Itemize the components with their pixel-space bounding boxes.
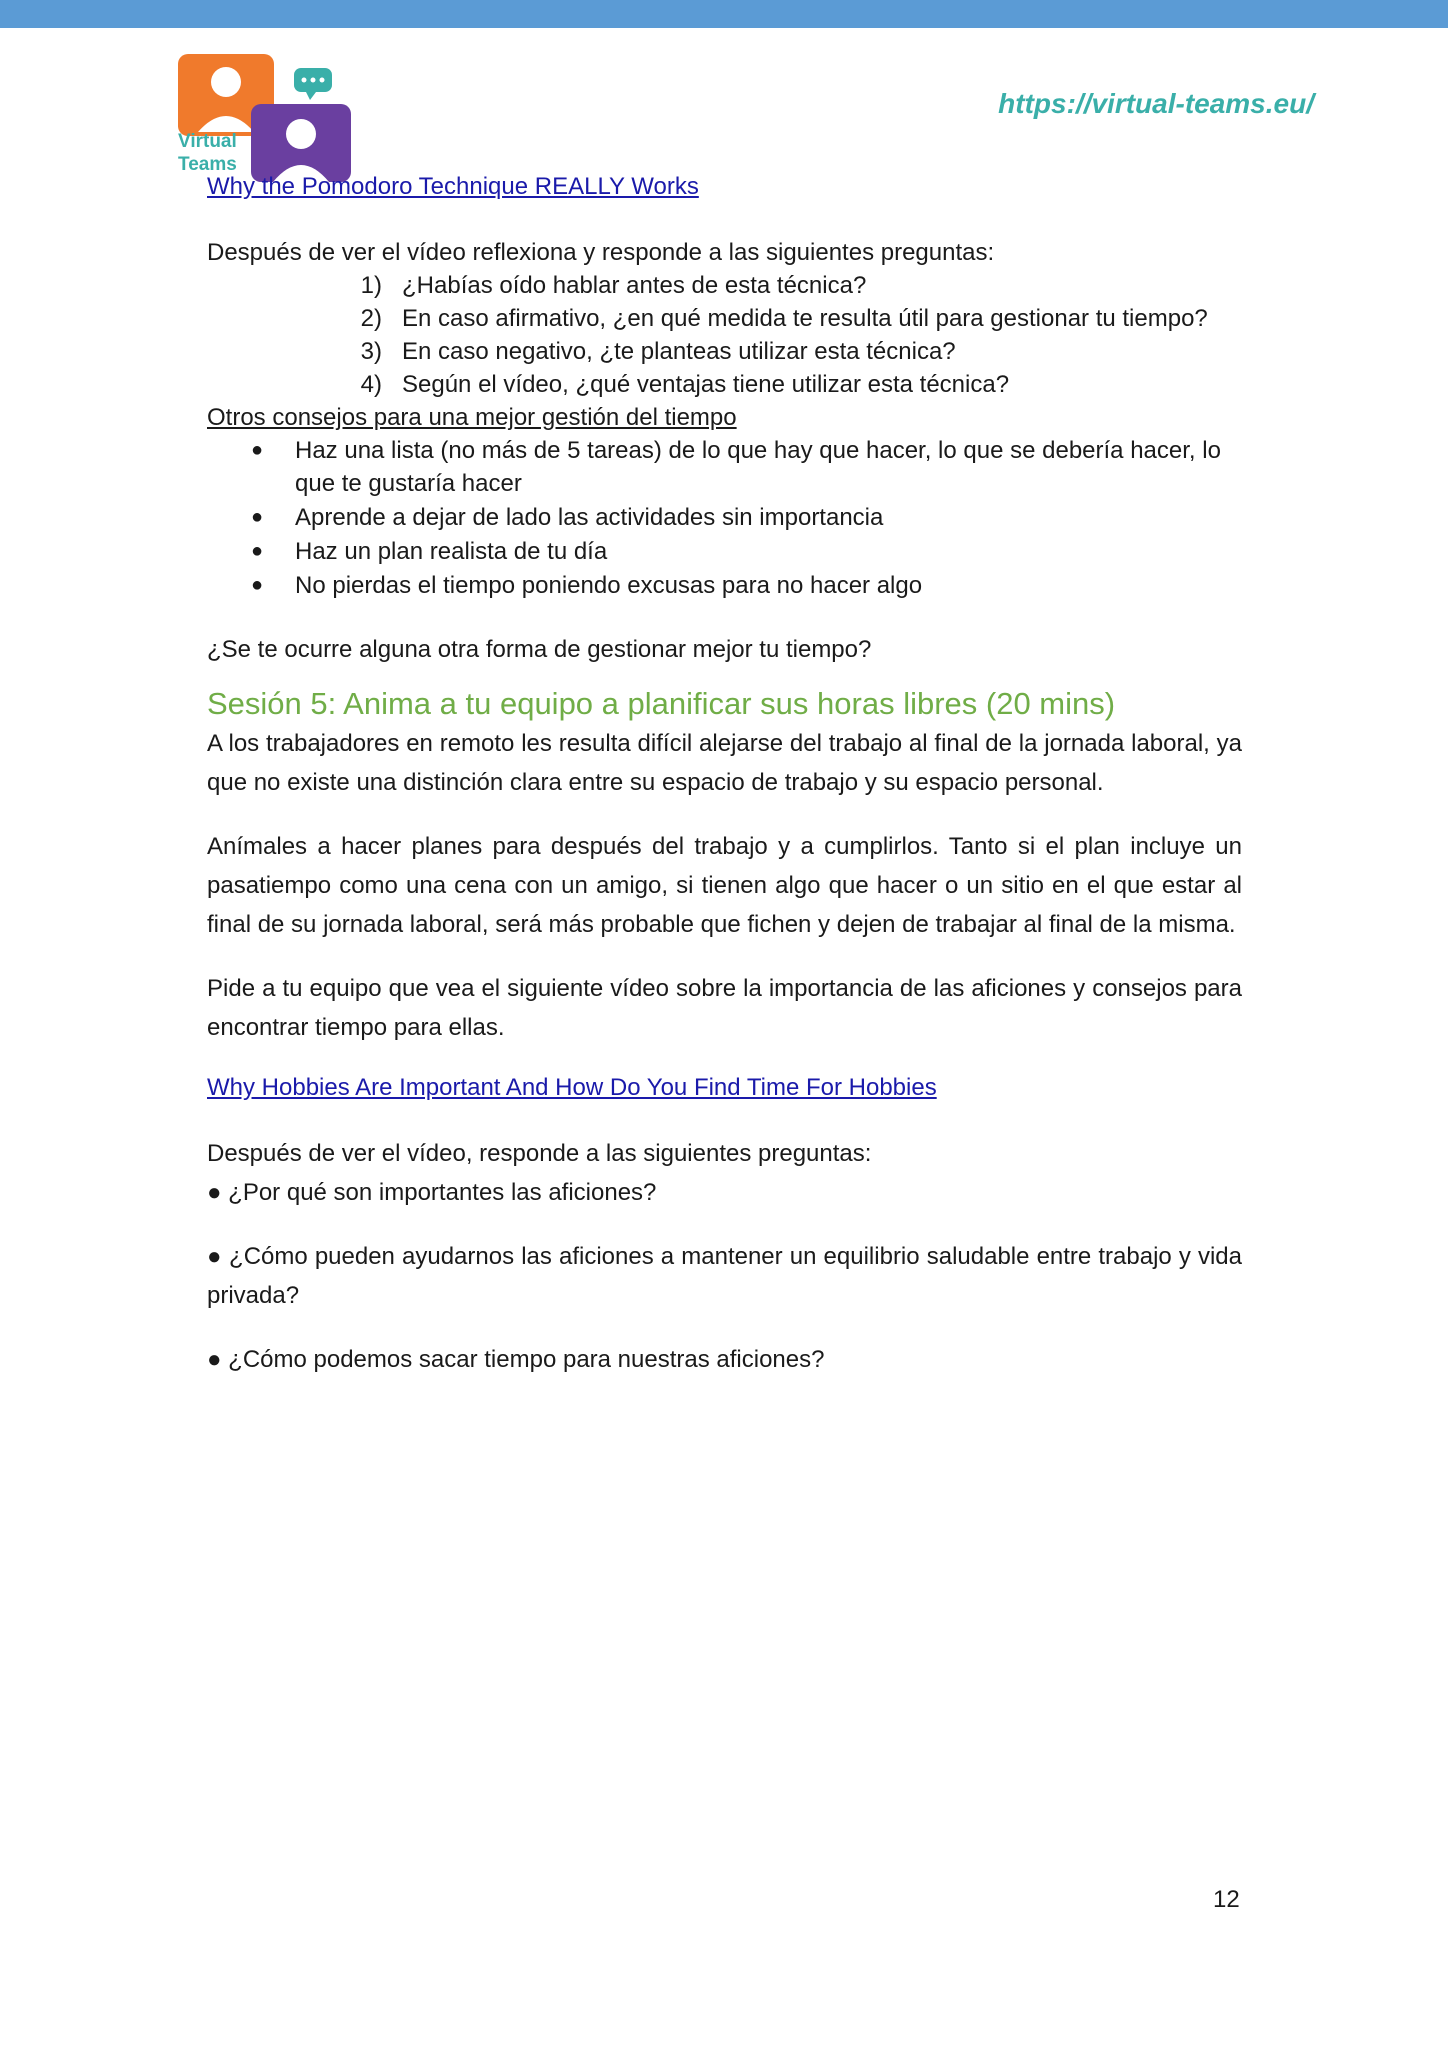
spacer (207, 1104, 1242, 1134)
item-text: En caso afirmativo, ¿en qué medida te resulta útil para gestionar tu tiempo? (402, 305, 1208, 332)
list-item (337, 368, 1242, 401)
page-content (207, 170, 1242, 1379)
bullet-icon: ● (251, 506, 264, 528)
session-heading: Sesión 5: Anima a tu equipo a planificar sus horas libres (20 mins) (207, 686, 1116, 721)
virtual-teams-logo (176, 52, 356, 182)
spacer (207, 603, 1242, 633)
item-number: 3) (360, 338, 382, 365)
spacer (207, 802, 1242, 827)
bullet-icon: ● (251, 540, 264, 562)
numbered-question-list (207, 269, 1242, 401)
item-text: En caso negativo, ¿te planteas utilizar esta técnica? (402, 338, 956, 365)
page-number: 12 (1213, 1886, 1240, 1913)
hobby-question-1: ● ¿Por qué son importantes las aficiones? (207, 1179, 657, 1206)
spacer (207, 666, 1242, 684)
spacer (207, 1315, 1242, 1340)
bullet-icon: ● (251, 574, 264, 596)
hobby-question-3: ● ¿Cómo podemos sacar tiempo para nuestras aficiones? (207, 1346, 825, 1373)
paragraph-2: Anímales a hacer planes para después del trabajo y a cumplirlos. Tanto si el plan incluye un pasatiempo como una cena con un amigo, si tienen algo que hacer o un sitio en el que estar al final de su jornada laboral, será más probable que fichen y dejen de trabajar al final de la misma. (207, 833, 1242, 938)
hobby-question-2: ● ¿Cómo pueden ayudarnos las aficiones a mantener un equilibrio saludable entre trabajo y vida privada? (207, 1243, 1242, 1309)
paragraph-3: Pide a tu equipo que vea el siguiente vídeo sobre la importancia de las aficiones y consejos para encontrar tiempo para ellas. (207, 975, 1242, 1041)
list-item (251, 535, 1242, 568)
item-number: 4) (360, 371, 382, 398)
paragraph-1: A los trabajadores en remoto les resulta difícil alejarse del trabajo al final de la jornada laboral, ya que no existe una distinción clara entre su espacio de trabajo y su espacio personal. (207, 730, 1242, 796)
item-text: ¿Habías oído hablar antes de esta técnica? (402, 272, 867, 299)
site-url[interactable]: https://virtual-teams.eu/ (998, 88, 1314, 119)
spacer (207, 944, 1242, 969)
list-item (337, 335, 1242, 368)
closing-question: ¿Se te ocurre alguna otra forma de gestionar mejor tu tiempo? (207, 636, 872, 663)
item-number: 2) (360, 305, 382, 332)
tips-list (207, 434, 1242, 602)
item-text: Haz un plan realista de tu día (295, 538, 608, 565)
logo-text-line1: Virtual (178, 131, 237, 152)
list-item (337, 269, 1242, 302)
item-text: No pierdas el tiempo poniendo excusas para no hacer algo (295, 572, 923, 599)
bullet-icon: ● (251, 439, 264, 461)
list-item (251, 434, 1242, 500)
spacer (207, 203, 1242, 236)
item-text: Aprende a dejar de lado las actividades sin importancia (295, 504, 884, 531)
questions-intro-2: Después de ver el vídeo, responde a las siguientes preguntas: (207, 1140, 872, 1167)
pomodoro-video-link[interactable]: Why the Pomodoro Technique REALLY Works (207, 173, 699, 200)
hobbies-video-link[interactable]: Why Hobbies Are Important And How Do You Find Time For Hobbies (207, 1074, 937, 1101)
list-item (251, 501, 1242, 534)
list-item (337, 302, 1242, 335)
item-number: 1) (360, 272, 382, 299)
tips-title: Otros consejos para una mejor gestión del tiempo (207, 404, 737, 431)
item-text: Haz una lista (no más de 5 tareas) de lo que hay que hacer, lo que se debería hacer, lo que te gustaría hacer (295, 437, 1221, 497)
item-text: Según el vídeo, ¿qué ventajas tiene utilizar esta técnica? (402, 371, 1010, 398)
spacer (207, 1212, 1242, 1237)
logo-text-line2: Teams (178, 154, 237, 175)
list-item (251, 569, 1242, 602)
top-color-bar (0, 0, 1448, 28)
spacer (207, 1047, 1242, 1071)
questions-intro: Después de ver el vídeo reflexiona y responde a las siguientes preguntas: (207, 239, 995, 266)
